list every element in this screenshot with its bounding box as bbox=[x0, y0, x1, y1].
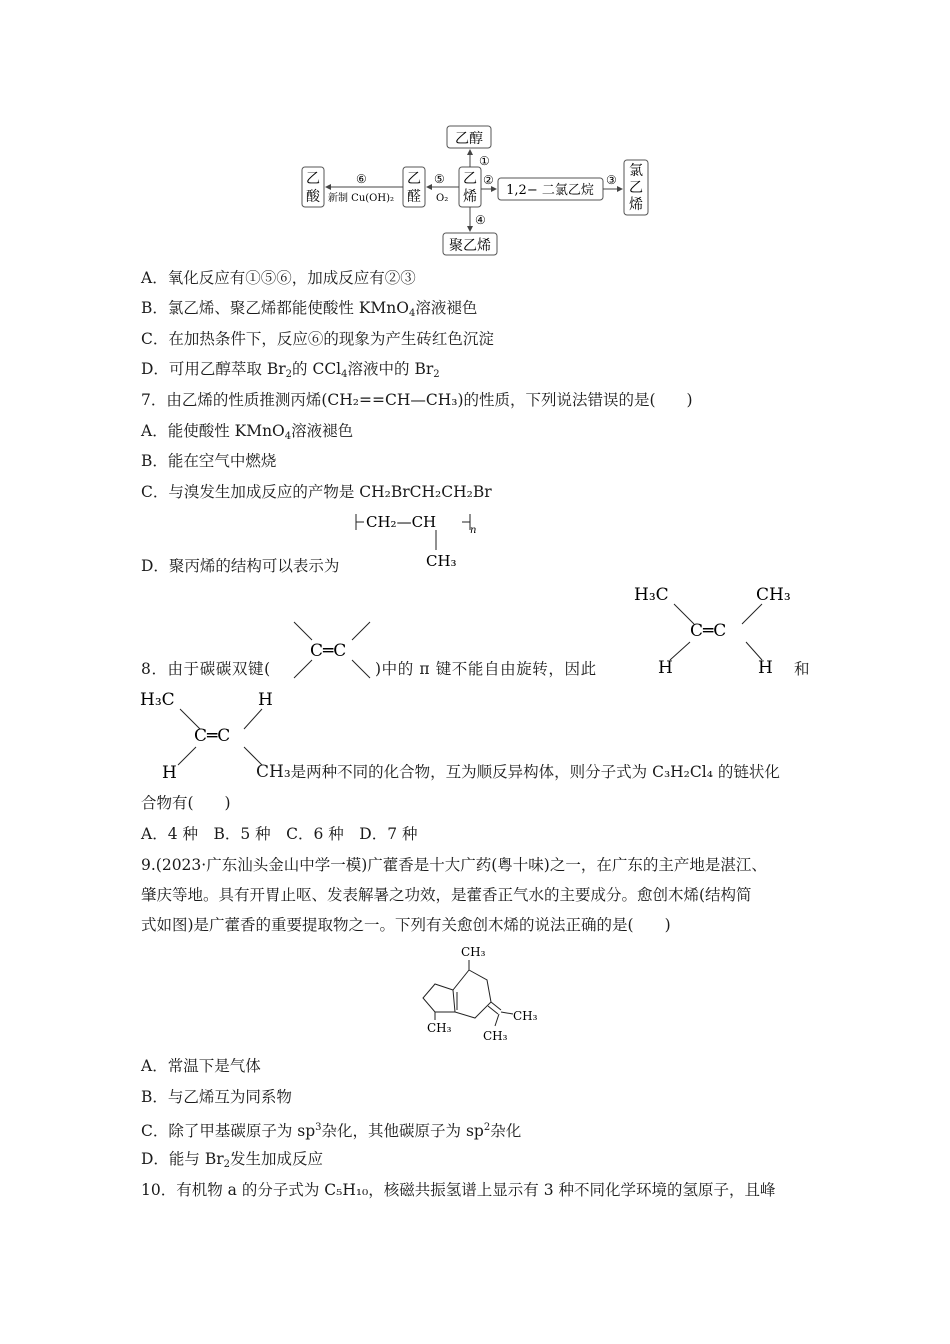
svg-text:C═C: C═C bbox=[194, 726, 231, 746]
q9-option-c: C．除了甲基碳原子为 $sp^3$杂化，其他碳原子为 $sp^2$杂化 bbox=[141, 1122, 522, 1140]
acid-label-bottom: 酸 bbox=[306, 189, 320, 205]
q7-option-b: B．能在空气中燃烧 bbox=[141, 452, 277, 470]
reaction-flow-diagram bbox=[0, 0, 950, 270]
step-3-label: ③ bbox=[606, 173, 617, 187]
q9-option-d: D．能与 $Br_2$发生加成反应 bbox=[141, 1150, 324, 1170]
q9-option-a: A．常温下是气体 bbox=[141, 1057, 261, 1075]
svg-text:CH₃: CH₃ bbox=[756, 585, 791, 605]
ethylene-label-top: 乙 bbox=[463, 171, 477, 187]
q8-stem-and: 和 bbox=[794, 660, 810, 678]
q6-option-c: C．在加热条件下，反应⑥的现象为产生砖红色沉淀 bbox=[141, 330, 494, 348]
svg-text:CH₃: CH₃ bbox=[426, 552, 457, 570]
step-1-label: ① bbox=[479, 154, 490, 168]
svg-text:H: H bbox=[162, 763, 177, 783]
q10-stem-1: 10．有机物 a 的分子式为 C₅H₁₀，核磁共振氢谱上显示有 3 种不同化学环境的氢原子，且峰 bbox=[141, 1181, 776, 1199]
svg-text:H₃C: H₃C bbox=[634, 585, 669, 605]
o2-label: O₂ bbox=[436, 193, 449, 204]
q6-option-b: B．氯乙烯、聚乙烯都能使酸性 KMnO$_4$溶液褪色 bbox=[141, 299, 478, 319]
ethylene-label-bottom: 烯 bbox=[463, 189, 477, 205]
step-4-label: ④ bbox=[475, 213, 486, 227]
q8-options: A．4 种 B．5 种 C．6 种 D．7 种 bbox=[141, 825, 418, 843]
q6-option-d: D．可用乙醇萃取 $Br_2$的 CCl$_4$溶液中的 $Br_2$ bbox=[141, 360, 440, 380]
polyethylene-label: 聚乙烯 bbox=[449, 238, 491, 254]
cc-double-bond-structure bbox=[292, 620, 382, 690]
q6-option-a: A．氧化反应有①⑤⑥，加成反应有②③ bbox=[141, 269, 416, 287]
q9-stem-3: 式如图)是广藿香的重要提取物之一。下列有关愈创木烯的说法正确的是( ) bbox=[141, 916, 671, 934]
q8-continuation-2: 合物有( ) bbox=[141, 794, 231, 812]
q7-stem: 7．由乙烯的性质推测丙烯(CH₂==CH—CH₃)的性质，下列说法错误的是( ) bbox=[141, 391, 693, 409]
step-6-label: ⑥ bbox=[356, 172, 367, 186]
svg-text:C═C: C═C bbox=[690, 621, 727, 641]
acid-label-top: 乙 bbox=[306, 171, 320, 187]
svg-text:CH₃: CH₃ bbox=[513, 1009, 538, 1023]
aldehyde-label-bottom: 醛 bbox=[407, 189, 421, 205]
dichloroethane-label: 1,2− 二氯乙烷 bbox=[506, 183, 594, 198]
q7-option-c: C．与溴发生加成反应的产物是 CH₂BrCH₂CH₂Br bbox=[141, 483, 492, 501]
vinylcl-label-3: 烯 bbox=[629, 197, 643, 213]
svg-text:H: H bbox=[658, 658, 673, 678]
q9-stem-1: 9.(2023·广东汕头金山中学一模)广藿香是十大广药(粤十味)之一，在广东的主产地是湛江、 bbox=[141, 856, 767, 874]
q8-continuation: CH₃是两种不同的化合物，互为顺反异构体，则分子式为 C₃H₂Cl₄ 的链状化 bbox=[256, 762, 780, 782]
q9-option-b: B．与乙烯互为同系物 bbox=[141, 1088, 292, 1106]
q8-stem-part1: 8．由于碳碳双键( bbox=[141, 660, 271, 678]
svg-text:H: H bbox=[758, 658, 773, 678]
q9-stem-2: 肇庆等地。具有开胃止呕、发表解暑之功效，是藿香正气水的主要成分。愈创木烯(结构简 bbox=[141, 886, 752, 904]
q7-option-d: D．聚丙烯的结构可以表示为 bbox=[141, 557, 340, 575]
svg-text:CH₃: CH₃ bbox=[427, 1021, 452, 1035]
vinylcl-label-1: 氯 bbox=[629, 163, 643, 179]
cis-isomer-structure bbox=[630, 580, 810, 680]
svg-text:CH₂—CH: CH₂—CH bbox=[366, 513, 437, 531]
step-5-label: ⑤ bbox=[434, 172, 445, 186]
vinylcl-label-2: 乙 bbox=[629, 180, 643, 196]
svg-text:H₃C: H₃C bbox=[140, 690, 175, 710]
svg-text:CH₃: CH₃ bbox=[483, 1029, 508, 1043]
svg-text:C═C: C═C bbox=[310, 641, 347, 661]
svg-text:CH₃: CH₃ bbox=[461, 945, 486, 959]
cuoh-label: 新制 Cu(OH)₂ bbox=[328, 193, 395, 204]
svg-text:H: H bbox=[258, 690, 273, 710]
ethanol-label: 乙醇 bbox=[455, 131, 483, 147]
guaiene-structure bbox=[415, 940, 555, 1050]
polypropylene-structure bbox=[350, 508, 490, 578]
q8-stem-part2: )中的 π 键不能自由旋转，因此 bbox=[375, 660, 597, 678]
aldehyde-label-top: 乙 bbox=[407, 171, 421, 187]
step-2-label: ② bbox=[483, 173, 494, 187]
q7-option-a: A．能使酸性 KMnO$_4$溶液褪色 bbox=[141, 422, 354, 442]
svg-text:n: n bbox=[470, 525, 477, 536]
